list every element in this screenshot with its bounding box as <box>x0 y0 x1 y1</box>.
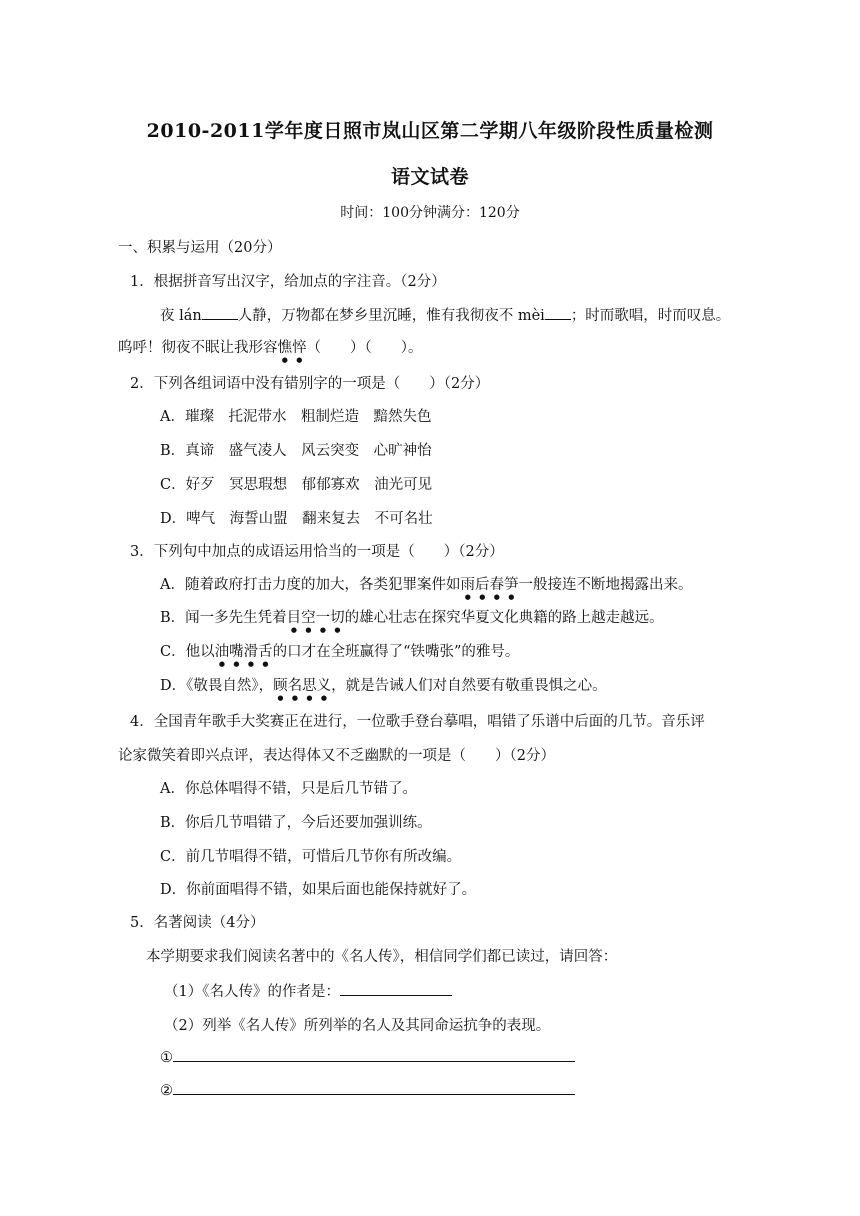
answer-line-2 <box>160 1080 575 1099</box>
question-3-option-d <box>160 674 607 702</box>
answer-line-1 <box>160 1047 575 1066</box>
option-text: B．闻一多先生凭着 <box>160 610 287 626</box>
answer-blank[interactable] <box>545 305 571 320</box>
question-4-option-b: B．你后几节唱错了，今后还要加强训练。 <box>160 815 432 831</box>
exam-time-score: 时间：100分钟满分：120分 <box>340 205 520 221</box>
option-text: D．《敬畏自然》， <box>160 678 274 694</box>
section-heading: 一、积累与运用（20分） <box>118 240 282 256</box>
question-4-option-c: C．前几节唱得不错，可惜后几节你有所改编。 <box>160 849 462 865</box>
question-5-sub-2: （2）列举《名人传》所列举的名人及其同命运抗争的表现。 <box>164 1018 551 1034</box>
answer-blank[interactable] <box>340 981 452 996</box>
question-5-intro: 本学期要求我们阅读名著中的《名人传》，相信同学们都已读过，请回答： <box>146 949 618 965</box>
circled-number: ① <box>160 1050 173 1066</box>
question-3-stem: 3．下列句中加点的成语运用恰当的一项是（ ）（2分） <box>130 544 504 560</box>
question-4-option-d: D．你前面唱得不错，如果后面也能保持就好了。 <box>160 882 477 898</box>
answer-blank[interactable] <box>173 1080 575 1095</box>
question-5-stem: 5．名著阅读（4分） <box>130 915 265 931</box>
question-2-option-d: D．啤气 海誓山盟 翻来复去 不可名壮 <box>160 511 433 527</box>
question-2-option-b: B．真谛 盛气凌人 风云突变 心旷神怡 <box>160 443 432 459</box>
question-4-option-a: A．你总体唱得不错，只是后几节错了。 <box>160 781 417 797</box>
option-text: C．他以 <box>160 644 215 660</box>
dotted-idiom: 雨后春笋 <box>460 577 519 593</box>
exam-subtitle: 语文试卷 <box>390 166 469 188</box>
question-1-line-1 <box>160 304 730 325</box>
option-text: 的雄心壮志在探究华夏文化典籍的路上越走越远。 <box>344 610 664 626</box>
question-5-sub-1 <box>164 980 452 1001</box>
question-3-option-b <box>160 606 664 634</box>
question-4-stem-line-1: 4．全国青年歌手大奖赛正在进行，一位歌手登台摹唱，唱错了乐谱中后面的几节。音乐评 <box>130 714 705 730</box>
question-2-option-a: A．璀璨 托泥带水 粗制烂造 黯然失色 <box>160 409 432 425</box>
answer-blank[interactable] <box>173 1047 575 1062</box>
sub-question-text: （1）《名人传》的作者是： <box>164 984 340 1000</box>
q1-text-e: （ ）（ ）。 <box>306 340 423 356</box>
option-text: 的口才在全班赢得了“铁嘴张”的雅号。 <box>272 644 520 660</box>
dotted-idiom: 油嘴滑舌 <box>214 644 273 660</box>
option-text: ，就是告诫人们对自然要有敬重畏惧之心。 <box>331 678 607 694</box>
q1-text-c: ；时而歌唱，时而叹息。 <box>570 308 731 324</box>
question-2-stem: 2．下列各组词语中没有错别字的一项是（ ）（2分） <box>130 376 490 392</box>
option-text: A．随着政府打击力度的加大，各类犯罪案件如 <box>160 577 461 593</box>
question-2-option-c: C．好歹 冥思瑕想 郁郁寡欢 油光可见 <box>160 477 433 493</box>
answer-blank[interactable] <box>202 305 238 320</box>
dotted-word: 憔悴 <box>277 340 307 356</box>
question-4-stem-line-2: 论家微笑着即兴点评，表达得体又不乏幽默的一项是（ ）（2分） <box>118 748 555 764</box>
dotted-idiom: 顾名思义 <box>273 678 332 694</box>
question-1-stem: 1．根据拼音写出汉字，给加点的字注音。（2分） <box>130 274 446 290</box>
q1-text-d: 呜呼！彻夜不眠让我形容 <box>118 340 278 356</box>
q1-text-a: 夜 lán <box>160 308 202 324</box>
option-text: 一般接连不断地揭露出来。 <box>518 577 693 593</box>
q1-text-b: 人静，万物都在梦乡里沉睡，惟有我彻夜不 mèi <box>237 308 545 324</box>
dotted-idiom: 目空一切 <box>286 610 345 626</box>
question-3-option-a <box>160 573 692 601</box>
circled-number: ② <box>160 1083 173 1099</box>
question-3-option-c <box>160 640 519 668</box>
question-1-line-2 <box>118 336 423 364</box>
exam-title: 2010-2011学年度日照市岚山区第二学期八年级阶段性质量检测 <box>146 120 714 142</box>
